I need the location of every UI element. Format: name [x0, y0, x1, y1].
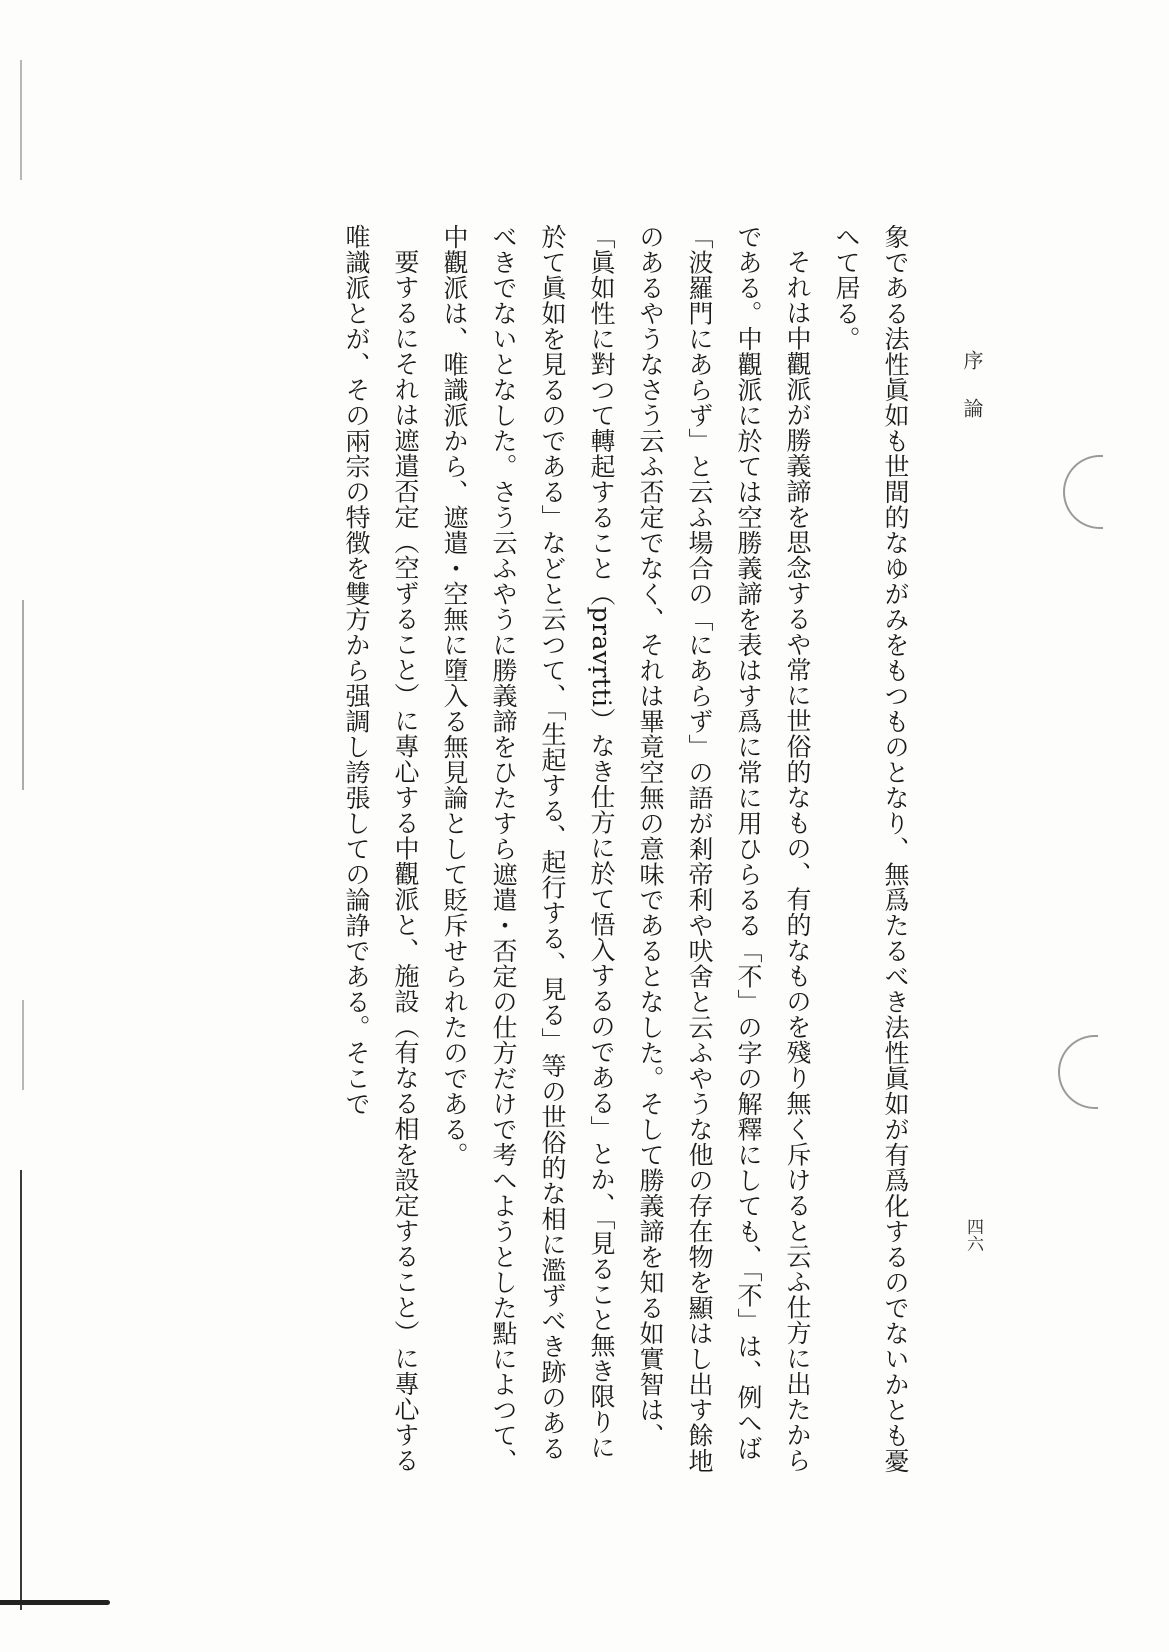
- page-edge-foot: [0, 1600, 110, 1605]
- page-number: 四六: [963, 1218, 983, 1252]
- binding-hole-mark: [1058, 1035, 1098, 1109]
- binding-hole-mark: [1063, 455, 1103, 529]
- paragraph-1: 象である法性眞如も世間的なゆがみをもつものとなり、無爲たるべき法性眞如が有爲化するのでないかとも憂へて居る。: [832, 224, 910, 1474]
- paragraph-2: それは中觀派が勝義諦を思念するや常に世俗的なもの、有的なものを殘り無く斥けると云ふ仕方に出たからである。中觀派に於ては空勝義諦を表はす爲に常に用ひらるる「不」の字の解釋にしても、「不」は、例へば「波羅門にあらず」と云ふ場合の「にあらず」の語が剎帝利や吠舍と云ふやうな他の存在物を顯はし出す餘地のあるやうなさう云ふ否定でなく、それは畢竟空無の意味であるとなした。そして勝義諦を知る如實智は、「眞如性に對つて轉起すること（pravṛtti）なき仕方に於て悟入するのである」とか、「見ること無き限りに於て眞如を見るのである」などと云つて、「生起する、起行する、見る」等の世俗的な相に濫ずべき跡のあるべきでないとなした。さう云ふやうに勝義諦をひたすら遮遣・否定の仕方だけで考へようとした點によつて、中觀派は、唯識派から、遮遣・空無に墮入る無見論として貶斥せられたのである。: [440, 224, 812, 1474]
- scan-edge-artifact: [20, 60, 22, 180]
- running-header: 序論: [960, 350, 984, 446]
- scan-edge-artifact: [22, 600, 24, 790]
- paragraph-3: 要するにそれは遮遣否定（空ずること）に專心する中觀派と、施設（有なる相を設定すること）に專心する唯識派とが、その兩宗の特徴を雙方から强調し誇張しての論諍である。そこで: [342, 224, 420, 1473]
- body-text: [150, 224, 920, 1484]
- scan-edge-artifact: [22, 1000, 24, 1090]
- page-edge-line: [20, 1170, 22, 1610]
